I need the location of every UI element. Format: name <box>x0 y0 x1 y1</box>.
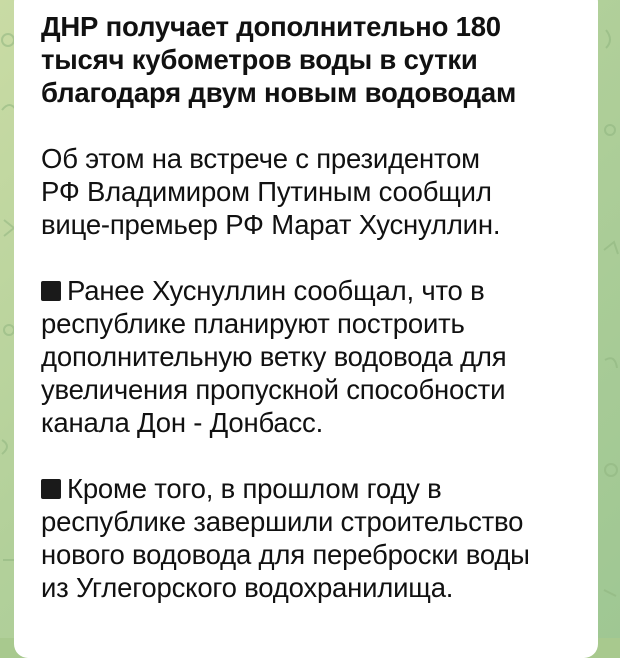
text-line: Кроме того, в прошлом году в <box>67 473 442 504</box>
paragraph-gap <box>41 241 572 274</box>
text-line: Ранее Хуснуллин сообщал, что в <box>67 275 485 306</box>
black-square-icon <box>41 281 61 301</box>
paragraph-gap <box>41 439 572 472</box>
title-line: ДНР получает дополнительно 180 <box>41 11 501 42</box>
paragraph-gap <box>41 109 572 142</box>
title-line: тысяч кубометров воды в сутки <box>41 44 478 75</box>
text-line: увеличения пропускной способности <box>41 374 506 405</box>
text-line: РФ Владимиром Путиным сообщил <box>41 176 492 207</box>
text-line: дополнительную ветку водовода для <box>41 341 507 372</box>
title-line: благодаря двум новым водоводам <box>41 77 517 108</box>
black-square-icon <box>41 479 61 499</box>
message-bubble <box>14 0 598 658</box>
post-title <box>41 10 572 109</box>
text-line: вице-премьер РФ Марат Хуснуллин. <box>41 209 501 240</box>
text-line: из Углегорского водохранилища. <box>41 572 454 603</box>
text-line: республике планируют построить <box>41 308 465 339</box>
paragraph-intro <box>41 142 572 241</box>
text-line: Об этом на встрече с президентом <box>41 143 480 174</box>
paragraph-last-year <box>41 472 572 604</box>
text-line: нового водовода для переброски воды <box>41 539 530 570</box>
text-line: канала Дон - Донбасс. <box>41 407 324 438</box>
paragraph-earlier <box>41 274 572 439</box>
text-line: республике завершили строительство <box>41 506 524 537</box>
